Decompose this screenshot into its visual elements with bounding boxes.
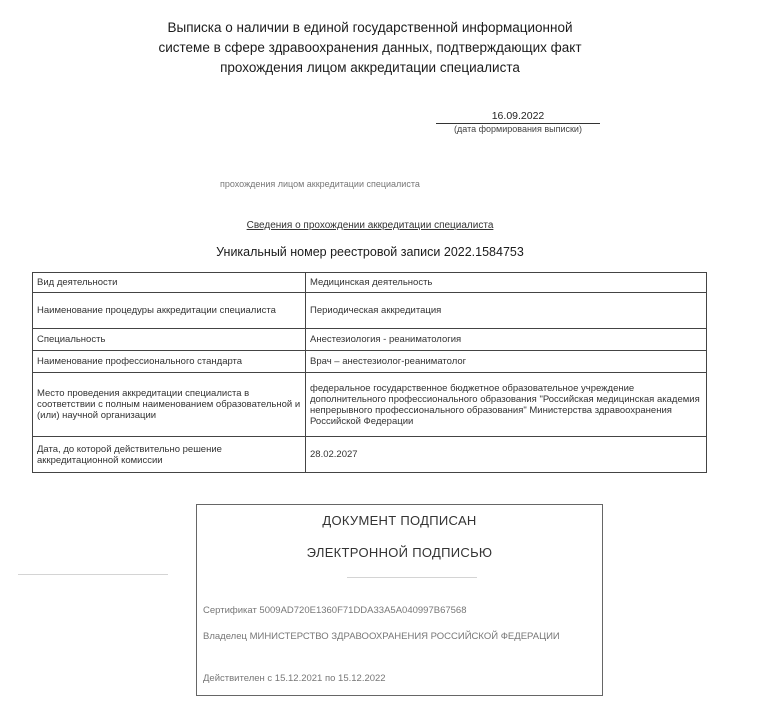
- scan-mark: [18, 574, 168, 575]
- row-label: Вид деятельности: [33, 273, 306, 293]
- table-row: [33, 293, 707, 329]
- document-title: [120, 18, 620, 78]
- row-label: Место проведения аккредитации специалиста в соответствии с полным наименованием образовательной и (или) научной организации: [33, 373, 306, 437]
- row-value: Анестезиология - реаниматология: [306, 329, 707, 351]
- row-value: 28.02.2027: [306, 437, 707, 473]
- stamp-owner: Владелец МИНИСТЕРСТВО ЗДРАВООХРАНЕНИЯ РОССИЙСКОЙ ФЕДЕРАЦИИ: [203, 631, 560, 642]
- row-label: Дата, до которой действительно решение аккредитационной комиссии: [33, 437, 306, 473]
- row-value: федеральное государственное бюджетное образовательное учреждение дополнительного профессионального образования "Российская медицинская академия непрерывного профессионального образования" Министерства здравоохранения Российской Федерации: [306, 373, 707, 437]
- row-label: Специальность: [33, 329, 306, 351]
- row-value: Медицинская деятельность: [306, 273, 707, 293]
- stamp-heading-1: ДОКУМЕНТ ПОДПИСАН: [322, 513, 477, 528]
- stamp-certificate: Сертификат 5009AD720E1360F71DDA33A5A040997B67568: [203, 605, 467, 616]
- section-title: [190, 220, 550, 231]
- title-line-3: прохождения лицом аккредитации специалиста: [220, 60, 520, 75]
- table-row: [33, 437, 707, 473]
- table-row: [33, 373, 707, 437]
- scan-mark: [347, 577, 477, 578]
- accreditation-table: [32, 272, 707, 473]
- table-row: [33, 351, 707, 373]
- issue-date: 16.09.2022: [436, 110, 600, 124]
- stamp-heading-2: ЭЛЕКТРОННОЙ ПОДПИСЬЮ: [306, 545, 493, 560]
- stamp-validity: Действителен с 15.12.2021 по 15.12.2022: [203, 673, 386, 684]
- date-block: [436, 110, 600, 133]
- section-title-text: Сведения о прохождении аккредитации специалиста: [246, 220, 494, 231]
- electronic-signature-stamp: [196, 504, 603, 696]
- row-value: Врач – анестезиолог-реаниматолог: [306, 351, 707, 373]
- title-line-2: системе в сфере здравоохранения данных, подтверждающих факт: [158, 40, 582, 55]
- table-row: [33, 273, 707, 293]
- registry-number: Уникальный номер реестровой записи 2022.1584753: [216, 245, 524, 259]
- table-row: [33, 329, 707, 351]
- row-label: Наименование профессионального стандарта: [33, 351, 306, 373]
- row-label: Наименование процедуры аккредитации специалиста: [33, 293, 306, 329]
- row-value: Периодическая аккредитация: [306, 293, 707, 329]
- title-line-1: Выписка о наличии в единой государственной информационной: [167, 20, 573, 35]
- issue-date-caption: (дата формирования выписки): [454, 124, 582, 134]
- cut-off-text: прохождения лицом аккредитации специалиста: [220, 179, 420, 189]
